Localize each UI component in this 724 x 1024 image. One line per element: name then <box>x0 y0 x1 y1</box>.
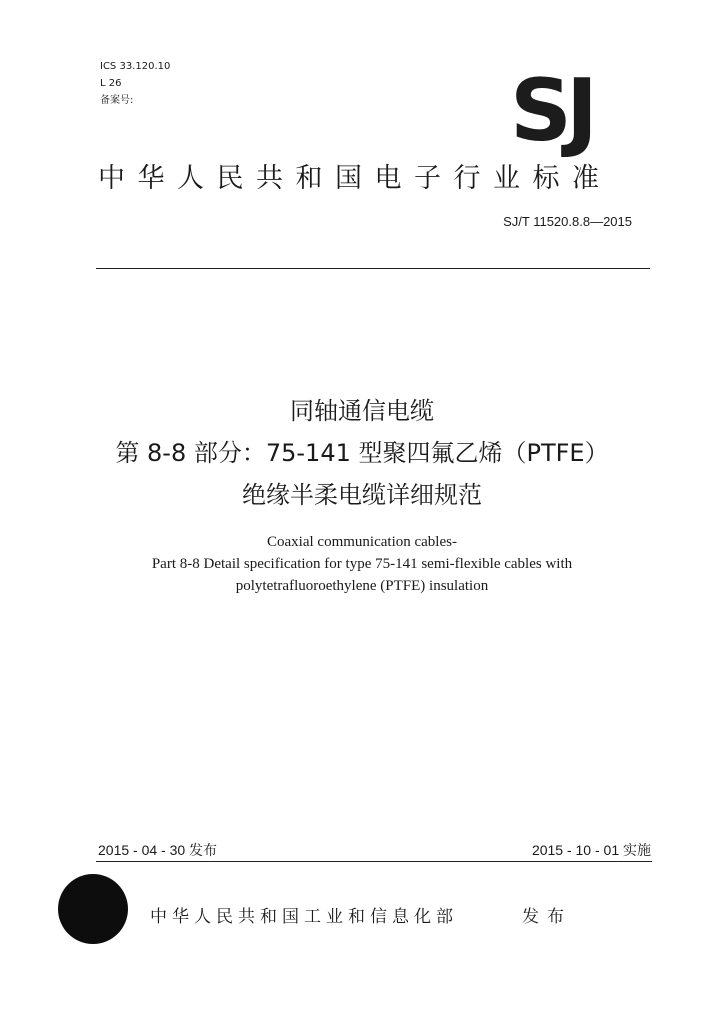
seal-icon <box>58 874 128 944</box>
implementation-date: 2015 - 10 - 01 实施 <box>531 842 651 858</box>
english-title-line-1: Coaxial communication cables- <box>267 534 457 550</box>
record-number-label: 备案号: <box>100 95 134 106</box>
issuing-authority: 中华人民共和国工业和信息化部 <box>150 907 458 927</box>
top-divider <box>96 268 650 269</box>
issue-date: 2015 - 04 - 30 发布 <box>98 842 218 858</box>
org-title: 中华人民共和国电子行业标准 <box>98 163 612 194</box>
chinese-title-line-3: 绝缘半柔电缆详细规范 <box>242 481 482 509</box>
standard-number: SJ/T 11520.8.8—2015 <box>503 214 632 229</box>
classification-code: L 26 <box>100 78 122 89</box>
bottom-divider <box>96 861 652 862</box>
issue-label: 发布 <box>522 907 572 927</box>
ics-code: ICS 33.120.10 <box>100 61 171 72</box>
chinese-title-line-2: 第 8-8 部分：75-141 型聚四氟乙烯（PTFE） <box>115 439 609 467</box>
sj-logo-icon: SJ <box>510 61 592 161</box>
english-title-line-2: Part 8-8 Detail specification for type 75-141 semi-flexible cables with <box>151 556 573 572</box>
chinese-title-line-1: 同轴通信电缆 <box>290 397 434 425</box>
english-title-line-3: polytetrafluoroethylene (PTFE) insulation <box>235 578 489 594</box>
